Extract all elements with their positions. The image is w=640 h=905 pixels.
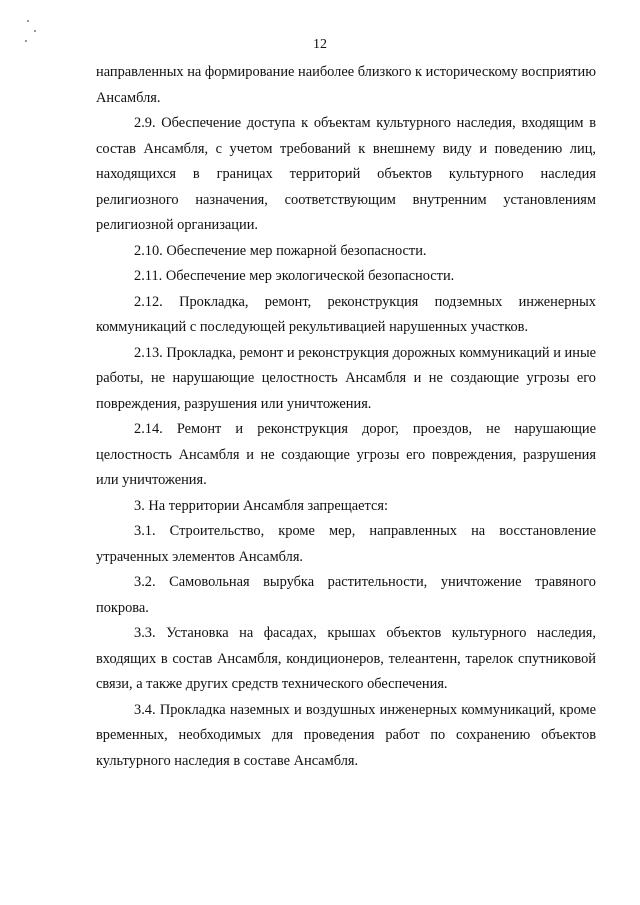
paragraph-3: 3. На территории Ансамбля запрещается: [134, 497, 389, 514]
paragraph-2-10: 2.10. Обеспечение мер пожарной безопасности. [134, 242, 427, 259]
scan-speck [27, 20, 29, 22]
paragraph-2-13: 2.13. Прокладка, ремонт и реконструкция дорожных коммуникаций и иные работы, не нарушающие целостность Ансамбля и не создающие угрозы его повреждения, разрушения или уничтожения. [96, 344, 596, 412]
paragraph-3-1: 3.1. Строительство, кроме мер, направленных на восстановление утраченных элементов Ансамбля. [96, 523, 596, 565]
paragraph-intro: направленных на формирование наиболее близкого к историческому восприятию Ансамбля. [96, 64, 596, 106]
paragraph-3-4: 3.4. Прокладка наземных и воздушных инженерных коммуникаций, кроме временных, необходимых для проведения работ по сохранению объектов культурного наследия в составе Ансамбля. [96, 701, 596, 769]
scan-speck [25, 40, 27, 42]
paragraph-2-9: 2.9. Обеспечение доступа к объектам культурного наследия, входящим в состав Ансамбля, с учетом требований к внешнему виду и поведению лиц, находящихся в границах территорий объектов культурного наследия религиозного назначения, соответствующим внутренним установлениям религиозной организации. [96, 115, 596, 233]
scan-speck [34, 30, 36, 32]
page-number: 12 [313, 37, 327, 52]
paragraph-2-11: 2.11. Обеспечение мер экологической безопасности. [134, 268, 455, 284]
paragraph-2-12: 2.12. Прокладка, ремонт, реконструкция подземных инженерных коммуникаций с последующей рекультивацией нарушенных участков. [96, 293, 596, 335]
paragraph-3-2: 3.2. Самовольная вырубка растительности, уничтожение травяного покрова. [96, 574, 596, 616]
document-body [96, 60, 596, 774]
paragraph-2-14: 2.14. Ремонт и реконструкция дорог, проездов, не нарушающие целостность Ансамбля и не создающие угрозы его повреждения, разрушения или уничтожения. [96, 421, 596, 488]
paragraph-3-3: 3.3. Установка на фасадах, крышах объектов культурного наследия, входящих в состав Ансамбля, кондиционеров, телеантенн, тарелок спутниковой связи, а также других средств технического обеспечения. [96, 625, 596, 692]
